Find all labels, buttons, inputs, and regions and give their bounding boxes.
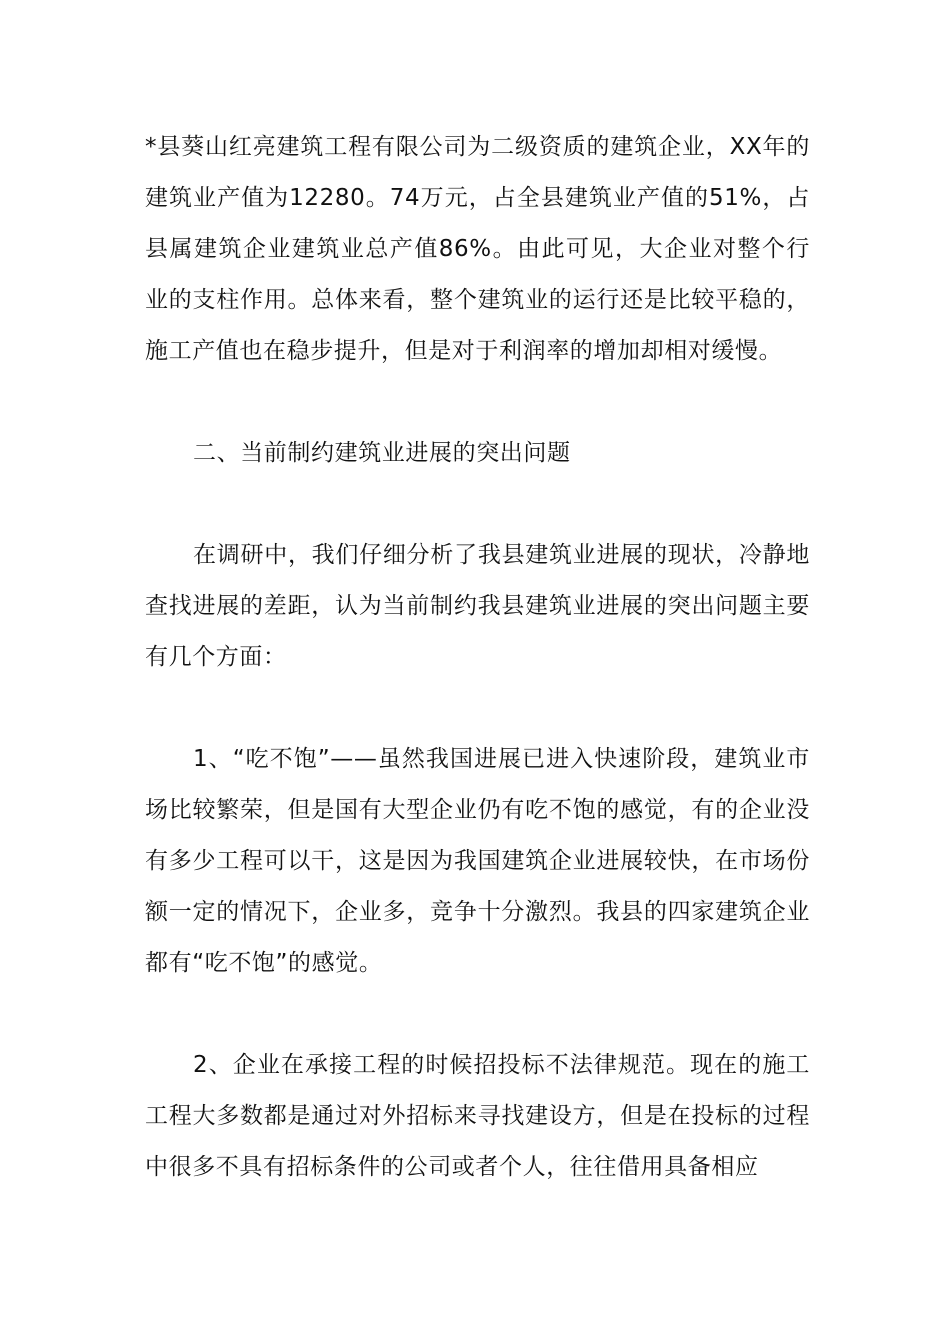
paragraph-spacer — [145, 683, 810, 734]
paragraph-issue-2: 2、企业在承接工程的时候招投标不法律规范。现在的施工工程大多数都是通过对外招标来寻找建设方，但是在投标的过程中很多不具有招标条件的公司或者个人，往往借用具备相应 — [145, 1052, 810, 1180]
paragraph-spacer — [145, 479, 810, 530]
paragraph-issue-1: 1、“吃不饱”——虽然我国进展已进入快速阶段，建筑业市场比较繁荣，但是国有大型企业仍有吃不饱的感觉，有的企业没有多少工程可以干，这是因为我国建筑企业进展较快，在市场份额一定的情况下，企业多，竞争十分激烈。我县的四家建筑企业都有“吃不饱”的感觉。 — [145, 746, 810, 976]
paragraph-company-output: *县葵山红亮建筑工程有限公司为二级资质的建筑企业，XX年的建筑业产值为12280。74万元，占全县建筑业产值的51%，占县属建筑企业建筑业总产值86%。由此可见，大企业对整个行业的支柱作用。总体来看，整个建筑业的运行还是比较平稳的，施工产值也在稳步提升，但是对于利润率的增加却相对缓慢。 — [145, 134, 810, 364]
section-heading: 二、当前制约建筑业进展的突出问题 — [193, 440, 571, 466]
document-body — [145, 122, 810, 1193]
paragraph-research-intro: 在调研中，我们仔细分析了我县建筑业进展的现状，冷静地查找进展的差距，认为当前制约我县建筑业进展的突出问题主要有几个方面： — [145, 542, 810, 670]
paragraph-spacer — [145, 989, 810, 1040]
paragraph-spacer — [145, 377, 810, 428]
